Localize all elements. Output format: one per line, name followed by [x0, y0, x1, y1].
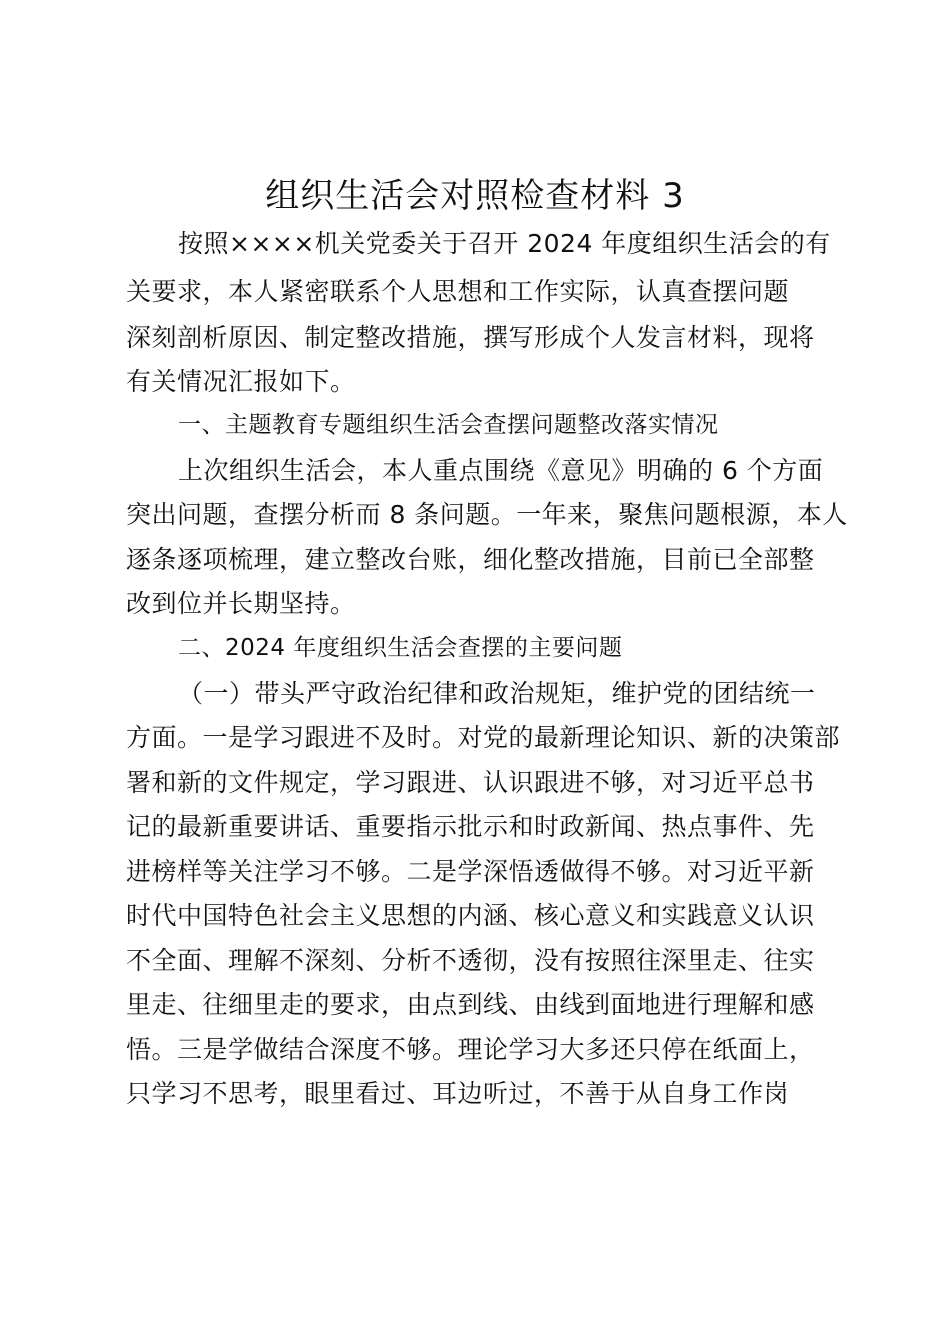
section-heading-1: 一、主题教育专题组织生活会查摆问题整改落实情况: [178, 412, 719, 438]
paragraph-line-6: 突出问题，查摆分析而 8 条问题。一年来，聚焦问题根源，本人: [126, 500, 848, 529]
paragraph-line-8: 改到位并长期坚持。: [126, 589, 356, 618]
paragraph-line-1: 按照××××机关党委关于召开 2024 年度组织生活会的有: [178, 229, 831, 258]
paragraph-line-2: 关要求，本人紧密联系个人思想和工作实际，认真查摆问题: [126, 277, 790, 306]
paragraph-line-10: 方面。一是学习跟进不及时。对党的最新理论知识、新的决策部: [126, 723, 841, 752]
paragraph-line-13: 进榜样等关注学习不够。二是学深悟透做得不够。对习近平新: [126, 857, 815, 886]
paragraph-line-5: 上次组织生活会，本人重点围绕《意见》明确的 6 个方面: [178, 456, 824, 485]
paragraph-line-14: 时代中国特色社会主义思想的内涵、核心意义和实践意义认识: [126, 901, 815, 930]
document-title: 组织生活会对照检查材料 3: [265, 176, 685, 216]
section-heading-2: 二、2024 年度组织生活会查摆的主要问题: [178, 635, 623, 661]
paragraph-line-7: 逐条逐项梳理，建立整改台账，细化整改措施，目前已全部整: [126, 545, 815, 574]
paragraph-line-3: 深刻剖析原因、制定整改措施，撰写形成个人发言材料，现将: [126, 323, 815, 352]
paragraph-line-16: 里走、往细里走的要求，由点到线、由线到面地进行理解和感: [126, 990, 815, 1019]
paragraph-line-11: 署和新的文件规定，学习跟进、认识跟进不够，对习近平总书: [126, 768, 815, 797]
paragraph-line-12: 记的最新重要讲话、重要指示批示和时政新闻、热点事件、先: [126, 812, 815, 841]
paragraph-line-17: 悟。三是学做结合深度不够。理论学习大多还只停在纸面上，: [126, 1035, 815, 1064]
paragraph-line-18: 只学习不思考，眼里看过、耳边听过，不善于从自身工作岗: [126, 1079, 790, 1108]
paragraph-line-9: （一）带头严守政治纪律和政治规矩，维护党的团结统一: [178, 679, 816, 708]
paragraph-line-4: 有关情况汇报如下。: [126, 367, 356, 396]
paragraph-line-15: 不全面、理解不深刻、分析不透彻，没有按照往深里走、往实: [126, 946, 815, 975]
